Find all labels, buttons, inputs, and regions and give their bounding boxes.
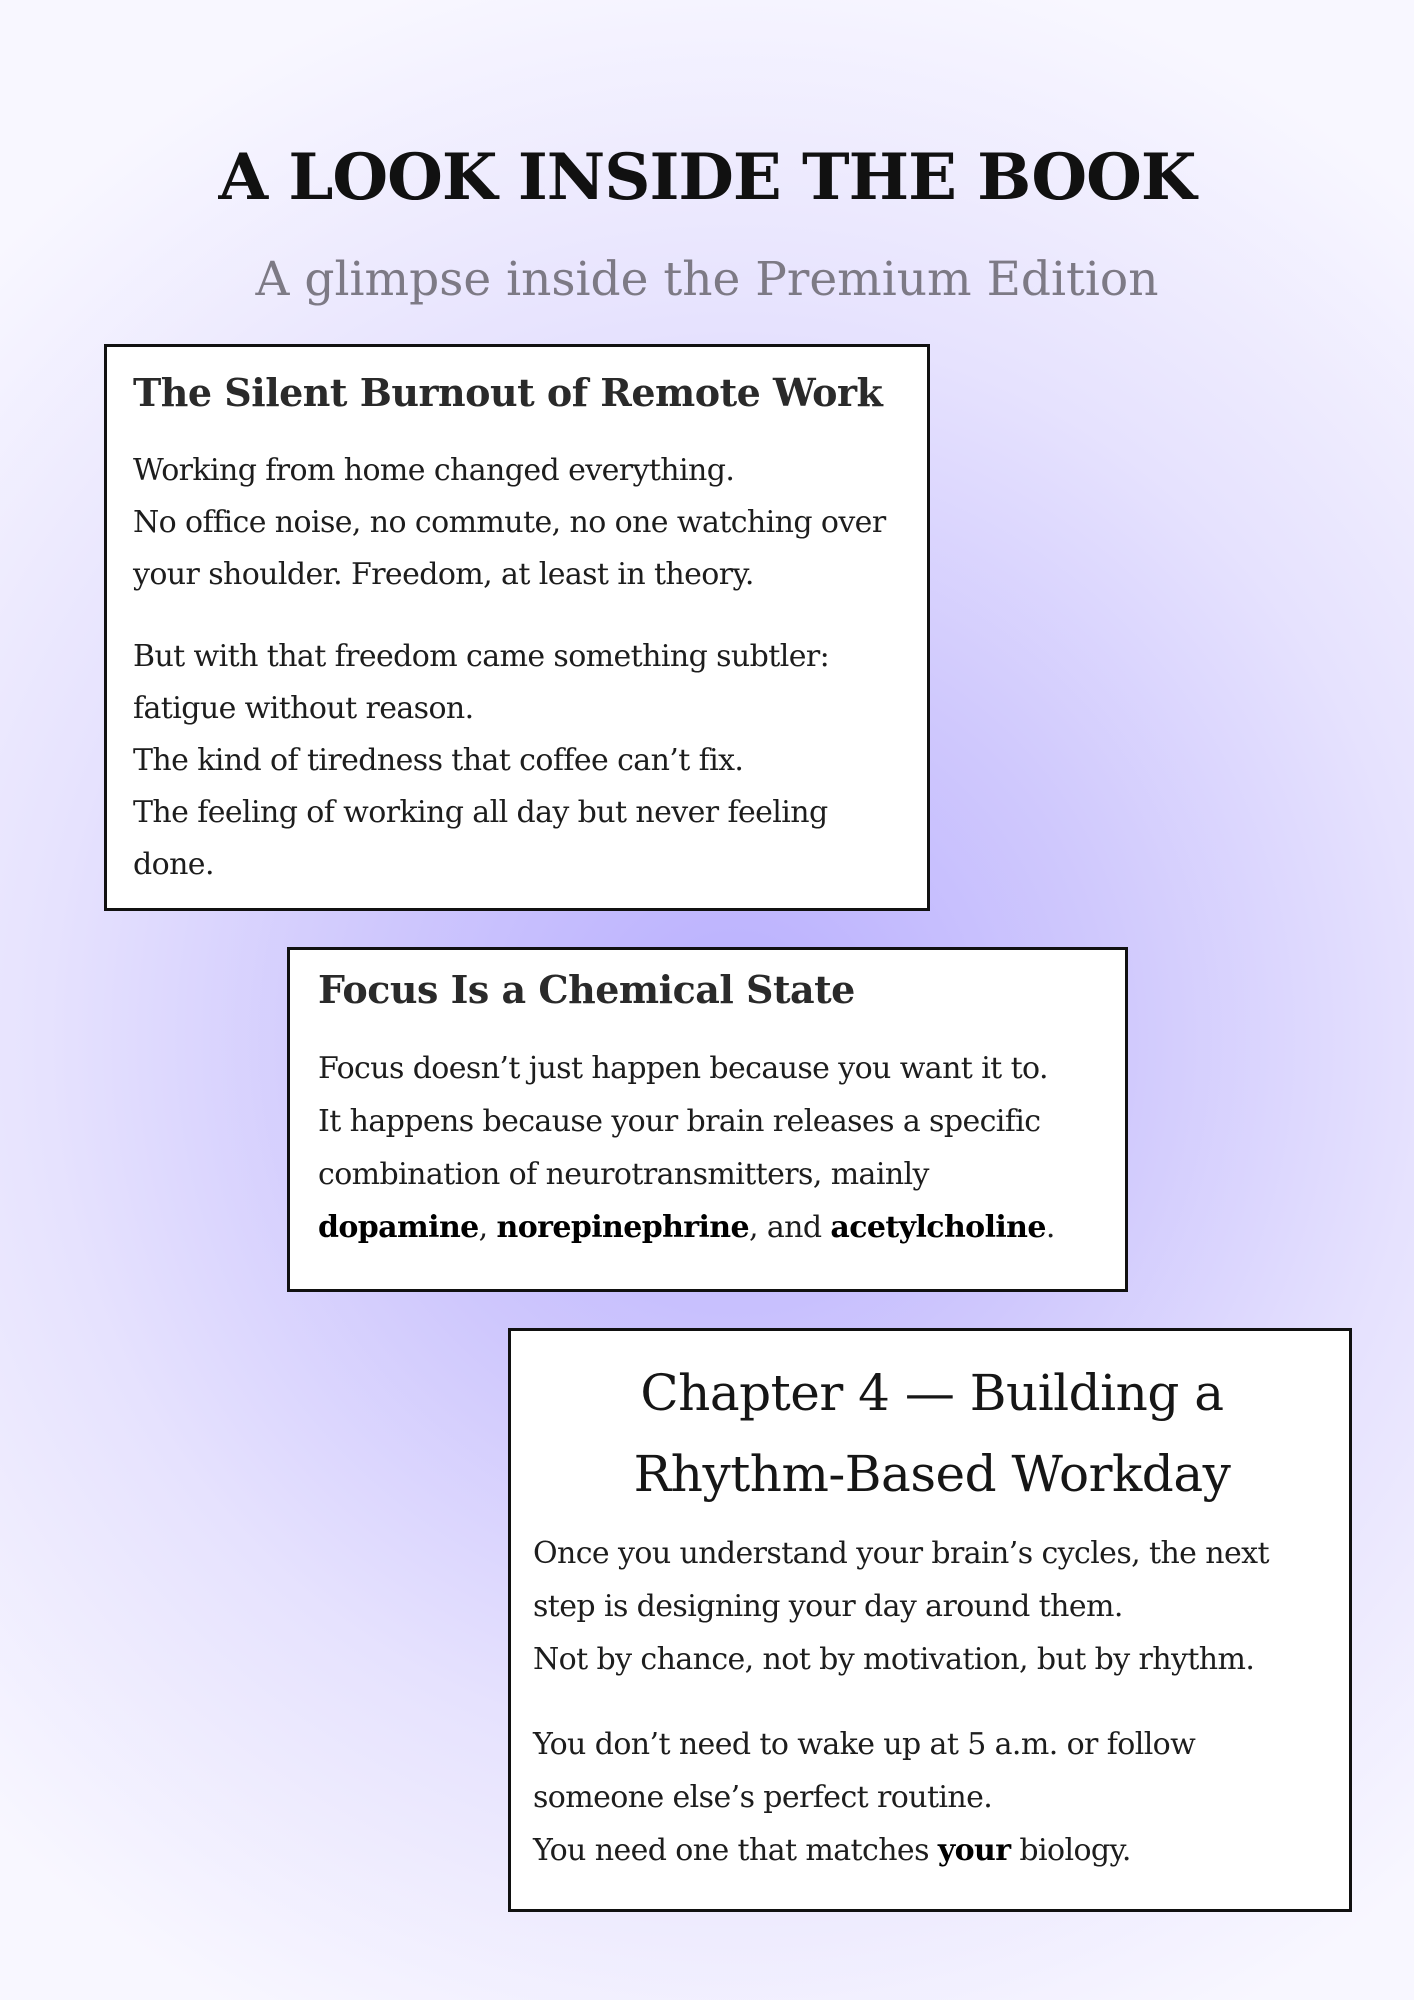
- text-line: Working from home changed everything.: [133, 453, 735, 488]
- heading-line: Rhythm-Based Workday: [633, 1445, 1231, 1503]
- excerpt-heading: Focus Is a Chemical State: [318, 967, 855, 1012]
- excerpt-paragraph: [133, 445, 903, 601]
- text-line: Once you understand your brain’s cycles, the next: [533, 1536, 1269, 1571]
- text-line: fatigue without reason.: [133, 691, 474, 726]
- text-fragment: You need one that matches: [533, 1833, 938, 1868]
- text-line: It happens because your brain releases a specific: [318, 1104, 1041, 1139]
- text-fragment: ,: [478, 1210, 497, 1245]
- text-line: step is designing your day around them.: [533, 1589, 1123, 1624]
- text-line: No office noise, no commute, no one watching over: [133, 505, 886, 540]
- page-title: A LOOK INSIDE THE BOOK: [218, 140, 1196, 215]
- excerpt-paragraph: [533, 1718, 1331, 1877]
- excerpt-paragraph: [133, 631, 903, 891]
- text-line: Not by chance, not by motivation, but by rhythm.: [533, 1642, 1255, 1677]
- text-line: [533, 1824, 1331, 1877]
- excerpt-paragraph: [318, 1042, 1105, 1254]
- text-line: But with that freedom came something subtler:: [133, 639, 830, 674]
- heading-line: Chapter 4 — Building a: [640, 1364, 1224, 1422]
- excerpt-paragraph: [533, 1527, 1331, 1686]
- text-line: your shoulder. Freedom, at least in theory.: [133, 557, 754, 592]
- text-fragment: biology.: [1010, 1833, 1131, 1868]
- text-fragment: .: [1045, 1210, 1055, 1245]
- text-line: [318, 1201, 1105, 1254]
- bold-term: acetylcholine: [830, 1210, 1046, 1245]
- page-subtitle: A glimpse inside the Premium Edition: [255, 252, 1159, 307]
- excerpt-card-remote-burnout: [104, 344, 930, 911]
- chapter-heading: [533, 1353, 1331, 1515]
- bold-term: dopamine: [318, 1210, 479, 1245]
- excerpt-heading: The Silent Burnout of Remote Work: [133, 370, 883, 415]
- text-line: done.: [133, 847, 214, 882]
- bold-term: your: [937, 1833, 1011, 1868]
- excerpt-card-focus-chemical: [287, 947, 1128, 1292]
- excerpt-card-chapter-4: [508, 1328, 1352, 1912]
- text-fragment: , and: [749, 1210, 831, 1245]
- text-line: combination of neurotransmitters, mainly: [318, 1157, 929, 1192]
- text-line: The kind of tiredness that coffee can’t fix.: [133, 743, 744, 778]
- text-line: You don’t need to wake up at 5 a.m. or follow: [533, 1727, 1196, 1762]
- text-line: someone else’s perfect routine.: [533, 1780, 993, 1815]
- text-line: Focus doesn’t just happen because you want it to.: [318, 1051, 1048, 1086]
- text-line: The feeling of working all day but never feeling: [133, 795, 828, 830]
- bold-term: norepinephrine: [496, 1210, 749, 1245]
